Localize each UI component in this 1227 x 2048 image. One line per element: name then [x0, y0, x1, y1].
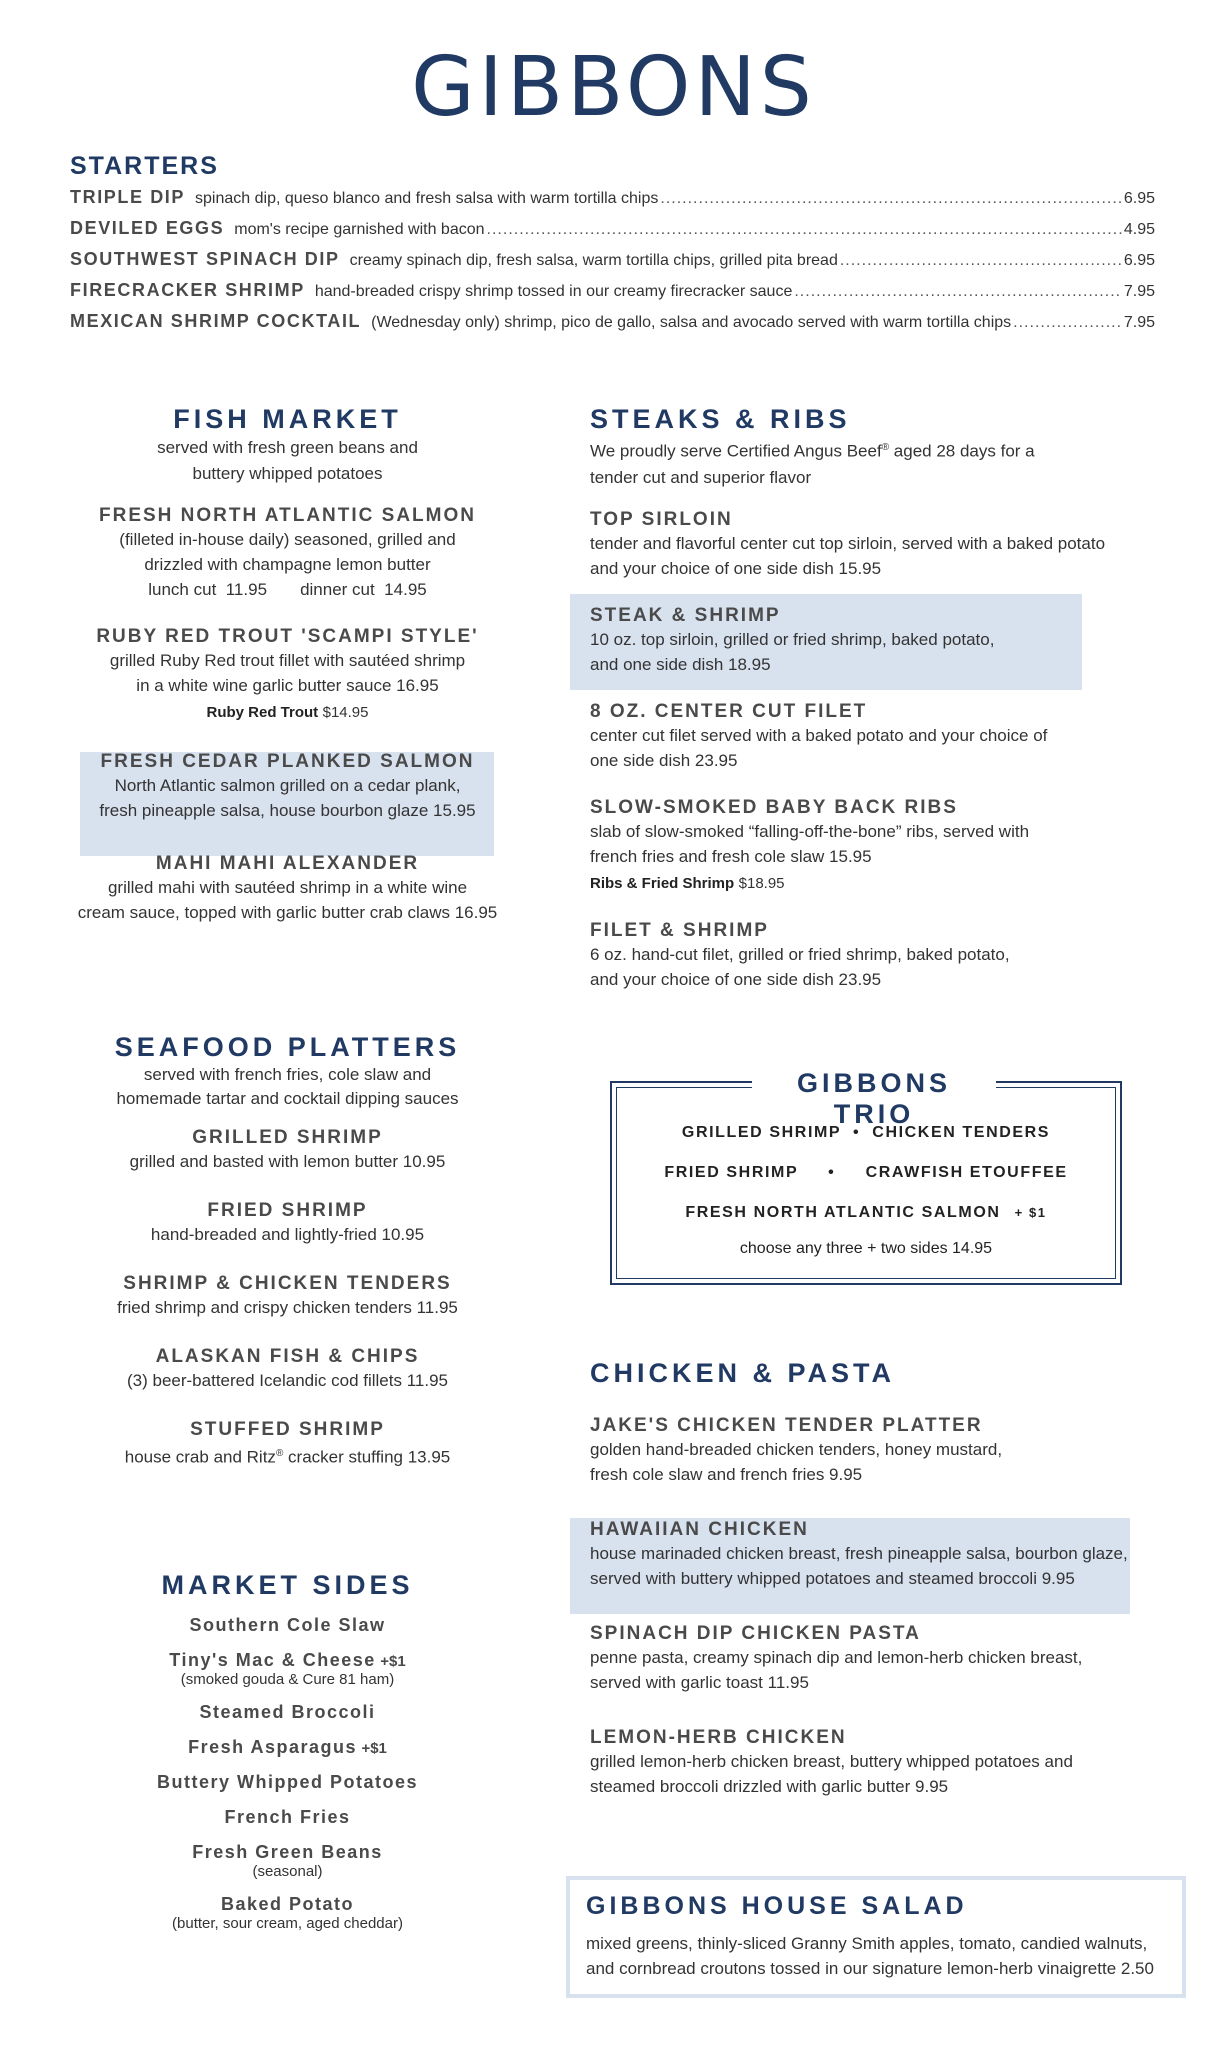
item-name: FRESH CEDAR PLANKED SALMON — [100, 751, 475, 772]
side-upcharge: +$1 — [361, 1740, 387, 1757]
menu-item — [60, 853, 515, 925]
menu-item — [60, 751, 515, 823]
item-desc: slab of slow-smoked “falling-off-the-bone” ribs, served with — [590, 821, 1030, 841]
side-note: (seasonal) — [252, 1863, 323, 1880]
item-desc: in a white wine garlic butter sauce 16.95 — [136, 676, 439, 695]
menu-item — [60, 505, 515, 602]
starter-name: MEXICAN SHRIMP COCKTAIL — [70, 311, 362, 331]
side-item — [60, 1807, 515, 1828]
salad-desc: mixed greens, thinly-sliced Granny Smith apples, tomato, candied walnuts, — [586, 1934, 1148, 1953]
item-desc: steamed broccoli drizzled with garlic butter 9.95 — [590, 1777, 949, 1796]
starter-desc: spinach dip, queso blanco and fresh salsa with warm tortilla chips — [195, 190, 659, 207]
item-desc: center cut filet served with a baked potato and your choice of — [590, 725, 1048, 745]
item-name: LEMON-HERB CHICKEN — [590, 1727, 847, 1748]
trio-options-row — [612, 1204, 1120, 1222]
starter-item — [70, 249, 1155, 280]
item-desc: served with buttery whipped potatoes and steamed broccoli 9.95 — [590, 1569, 1075, 1588]
registered-mark: ® — [881, 442, 890, 453]
item-name: SLOW-SMOKED BABY BACK RIBS — [590, 796, 958, 818]
menu-item — [60, 1273, 515, 1320]
item-name: ALASKAN FISH & CHIPS — [155, 1346, 420, 1367]
menu-item — [60, 1127, 515, 1174]
menu-item — [590, 797, 1150, 896]
leader-dots — [487, 221, 1122, 239]
salad-desc: and cornbread croutons tossed in our signature lemon-herb vinaigrette 2.50 — [586, 1959, 1154, 1978]
item-desc: french fries and fresh cole slaw 15.95 — [590, 846, 872, 866]
item-desc: served with garlic toast 11.95 — [590, 1673, 809, 1692]
leader-dots — [1013, 314, 1122, 332]
steaks-sub: aged 28 days for a — [889, 441, 1035, 461]
menu-item — [590, 701, 1150, 773]
item-desc: and your choice of one side dish 15.95 — [590, 558, 882, 578]
platters-sub: homemade tartar and cocktail dipping sauces — [116, 1089, 459, 1108]
item-desc: house marinaded chicken breast, fresh pineapple salsa, bourbon glaze, — [590, 1544, 1128, 1563]
trio-options: FRIED SHRIMP • CRAWFISH ETOUFFEE — [664, 1164, 1068, 1181]
starters-section — [70, 152, 1155, 342]
side-item — [60, 1737, 515, 1758]
item-desc: one side dish 23.95 — [590, 750, 738, 770]
item-desc: grilled and basted with lemon butter 10.95 — [129, 1152, 446, 1171]
trio-title: GIBBONS TRIO — [752, 1068, 996, 1130]
item-name: SHRIMP & CHICKEN TENDERS — [123, 1273, 452, 1294]
item-price: lunch cut 11.95 dinner cut 14.95 — [148, 580, 427, 599]
steaks-section — [590, 404, 1150, 992]
item-desc: (filleted in-house daily) seasoned, grilled and — [119, 530, 456, 549]
side-name: Buttery Whipped Potatoes — [156, 1772, 418, 1792]
leader-dots — [660, 190, 1121, 208]
item-name: TOP SIRLOIN — [590, 508, 733, 530]
item-name: STUFFED SHRIMP — [190, 1419, 385, 1440]
starter-price: 7.95 — [1123, 283, 1155, 300]
item-desc: fresh cole slaw and french fries 9.95 — [590, 1465, 863, 1484]
starter-price: 6.95 — [1123, 190, 1155, 207]
starter-desc: mom's recipe garnished with bacon — [234, 221, 485, 238]
starters-title: STARTERS — [70, 152, 219, 180]
item-variant-price: $14.95 — [322, 704, 369, 721]
side-item — [60, 1894, 515, 1932]
side-name: French Fries — [224, 1807, 351, 1827]
house-salad-box — [566, 1876, 1186, 1998]
item-desc: fresh pineapple salsa, house bourbon glaze 15.95 — [99, 801, 476, 820]
fish-market-sub: buttery whipped potatoes — [192, 464, 383, 483]
item-name: FILET & SHRIMP — [590, 919, 769, 941]
trio-price: choose any three + two sides 14.95 — [739, 1240, 993, 1257]
menu-item — [590, 1727, 1150, 1799]
starter-name: FIRECRACKER SHRIMP — [70, 280, 305, 300]
starter-name: TRIPLE DIP — [70, 187, 186, 207]
side-upcharge: +$1 — [380, 1653, 406, 1670]
menu-item — [60, 1346, 515, 1393]
starter-name: DEVILED EGGS — [70, 218, 225, 238]
side-name: Tiny's Mac & Cheese — [169, 1650, 376, 1670]
side-name: Fresh Asparagus — [188, 1737, 357, 1757]
side-item — [60, 1615, 515, 1636]
fish-market-title: FISH MARKET — [173, 404, 402, 434]
fish-market-sub: served with fresh green beans and — [157, 438, 418, 457]
item-name: 8 OZ. CENTER CUT FILET — [590, 700, 868, 722]
platters-sub: served with french fries, cole slaw and — [143, 1065, 432, 1084]
side-name: Fresh Green Beans — [192, 1842, 383, 1862]
item-variant-label: Ruby Red Trout — [206, 704, 319, 721]
starter-desc: hand-breaded crispy shrimp tossed in our creamy firecracker sauce — [314, 283, 793, 300]
starter-price: 6.95 — [1123, 252, 1155, 269]
item-variant-label: Ribs & Fried Shrimp — [590, 874, 735, 892]
item-name: FRIED SHRIMP — [207, 1200, 368, 1221]
starter-item — [70, 187, 1155, 218]
trio-options: GRILLED SHRIMP • CHICKEN TENDERS — [681, 1124, 1051, 1141]
chicken-title: CHICKEN & PASTA — [590, 1358, 896, 1388]
item-name: STEAK & SHRIMP — [590, 604, 781, 626]
side-name: Baked Potato — [220, 1894, 355, 1914]
restaurant-logo-title: GIBBONS — [411, 40, 816, 135]
side-name: Steamed Broccoli — [199, 1702, 376, 1722]
item-desc: grilled Ruby Red trout fillet with sautéed shrimp — [109, 651, 466, 670]
item-name: JAKE'S CHICKEN TENDER PLATTER — [590, 1415, 983, 1436]
side-item — [60, 1842, 515, 1880]
item-desc: golden hand-breaded chicken tenders, honey mustard, — [590, 1440, 1003, 1459]
item-desc: and your choice of one side dish 23.95 — [590, 969, 882, 989]
menu-item — [60, 1200, 515, 1247]
item-desc: penne pasta, creamy spinach dip and lemon-herb chicken breast, — [590, 1648, 1083, 1667]
trio-upcharge: + $1 — [1014, 1205, 1047, 1220]
item-desc: hand-breaded and lightly-fried 10.95 — [150, 1225, 425, 1244]
menu-item — [590, 1415, 1150, 1487]
item-desc: grilled mahi with sautéed shrimp in a white wine — [107, 878, 468, 897]
starter-name: SOUTHWEST SPINACH DIP — [70, 249, 340, 269]
item-desc: tender and flavorful center cut top sirloin, served with a baked potato — [590, 533, 1106, 553]
starter-item — [70, 311, 1155, 342]
item-desc: North Atlantic salmon grilled on a cedar plank, — [114, 776, 461, 795]
steaks-sub: tender cut and superior flavor — [590, 467, 812, 487]
starter-price: 4.95 — [1123, 221, 1155, 238]
menu-item — [60, 1419, 515, 1470]
starter-item — [70, 280, 1155, 311]
menu-item — [590, 1623, 1150, 1695]
seafood-platters-section — [60, 1032, 515, 1470]
starter-item — [70, 218, 1155, 249]
side-item — [60, 1650, 515, 1688]
side-item — [60, 1702, 515, 1723]
item-desc: and one side dish 18.95 — [590, 654, 771, 674]
menu-item — [590, 920, 1150, 992]
fish-market-section — [60, 404, 515, 925]
side-note: (smoked gouda & Cure 81 ham) — [180, 1671, 395, 1688]
side-note: (butter, sour cream, aged cheddar) — [172, 1915, 403, 1932]
starter-desc: (Wednesday only) shrimp, pico de gallo, salsa and avocado served with warm tortilla chips — [371, 314, 1012, 331]
item-desc: cracker stuffing 13.95 — [283, 1447, 451, 1467]
item-desc: grilled lemon-herb chicken breast, buttery whipped potatoes and — [590, 1752, 1073, 1771]
item-desc: (3) beer-battered Icelandic cod fillets 11.95 — [127, 1371, 448, 1390]
starter-price: 7.95 — [1123, 314, 1155, 331]
menu-item — [590, 1519, 1150, 1591]
item-desc: cream sauce, topped with garlic butter crab claws 16.95 — [77, 903, 498, 922]
item-variant-price: $18.95 — [738, 874, 785, 892]
chicken-pasta-section — [590, 1358, 1150, 1799]
side-item — [60, 1772, 515, 1793]
item-desc: 10 oz. top sirloin, grilled or fried shrimp, baked potato, — [590, 629, 995, 649]
side-name: Southern Cole Slaw — [189, 1615, 386, 1635]
menu-item — [60, 626, 515, 725]
sides-title: MARKET SIDES — [161, 1570, 414, 1600]
item-name: GRILLED SHRIMP — [192, 1127, 383, 1148]
platters-title: SEAFOOD PLATTERS — [114, 1032, 461, 1062]
item-desc: 6 oz. hand-cut filet, grilled or fried shrimp, baked potato, — [590, 944, 1010, 964]
item-name: FRESH NORTH ATLANTIC SALMON — [99, 505, 476, 526]
market-sides-section — [60, 1570, 515, 1932]
starter-desc: creamy spinach dip, fresh salsa, warm tortilla chips, grilled pita bread — [349, 252, 838, 269]
leader-dots — [840, 252, 1122, 270]
trio-option: FRESH NORTH ATLANTIC SALMON — [685, 1204, 1001, 1221]
registered-mark: ® — [275, 1448, 284, 1459]
item-desc: fried shrimp and crispy chicken tenders 11.95 — [117, 1298, 458, 1317]
leader-dots — [794, 283, 1122, 301]
steaks-title: STEAKS & RIBS — [590, 404, 851, 434]
salad-title: GIBBONS HOUSE SALAD — [586, 1892, 968, 1920]
menu-item — [590, 605, 1150, 677]
item-desc: drizzled with champagne lemon butter — [144, 555, 431, 574]
item-name: RUBY RED TROUT 'SCAMPI STYLE' — [96, 626, 479, 647]
menu-item — [590, 509, 1150, 581]
item-name: MAHI MAHI ALEXANDER — [155, 853, 420, 874]
item-name: SPINACH DIP CHICKEN PASTA — [590, 1623, 921, 1644]
item-desc: house crab and Ritz — [124, 1447, 276, 1467]
steaks-sub: We proudly serve Certified Angus Beef — [590, 441, 882, 461]
item-name: HAWAIIAN CHICKEN — [590, 1519, 809, 1540]
